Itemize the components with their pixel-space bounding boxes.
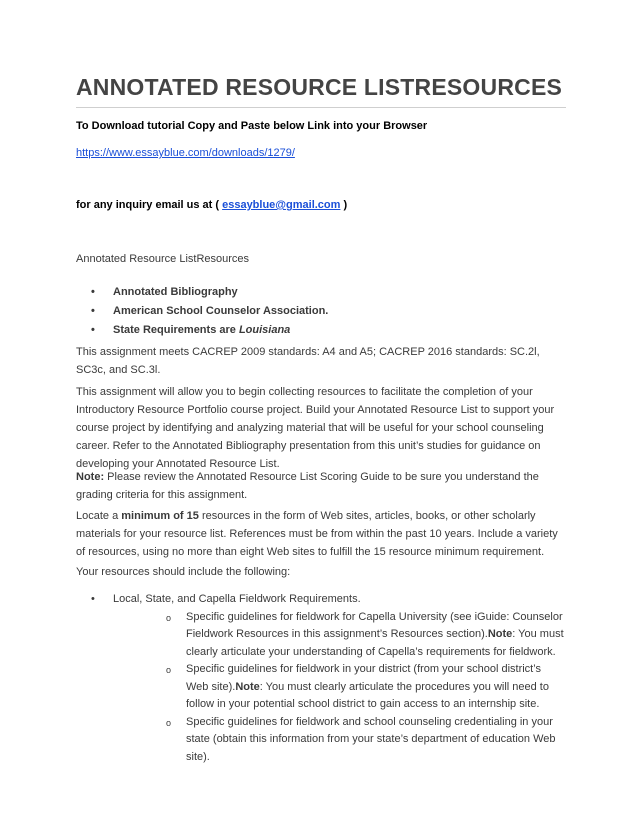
requirements-list: [76, 591, 566, 766]
inquiry-email-link[interactable]: essayblue@gmail.com: [222, 199, 341, 211]
locate-bold: minimum of 15: [121, 510, 199, 522]
resources-list: [76, 283, 328, 340]
list-item: [76, 591, 566, 766]
list-item: [76, 283, 328, 302]
note-label: Note:: [76, 471, 105, 483]
title-divider: [76, 107, 566, 108]
download-instruction: To Download tutorial Copy and Paste below Link into your Browser: [76, 120, 428, 132]
list-item: [149, 609, 566, 662]
inquiry-prefix: for any inquiry email us at (: [76, 199, 223, 211]
sub1-note-label: Note: [487, 628, 513, 640]
resource-state-prefix: State Requirements are: [113, 324, 239, 336]
sub2-note-text: : You must clearly articulate the procedures you will need to follow in your potential school district to gain access to an internship site.: [186, 680, 549, 710]
list-item: [76, 302, 328, 321]
sub2-note-label: Note: [235, 680, 260, 693]
sub3-text: Specific guidelines for fieldwork and school counseling credentialing in your state (obtain this information from your state’s department of education Web site).: [186, 715, 556, 763]
resource-annotated-bibliography: Annotated Bibliography: [113, 286, 238, 298]
list-item: [149, 714, 566, 767]
resource-asca: American School Counselor Association.: [113, 305, 329, 317]
locate-paragraph: [76, 507, 566, 561]
inquiry-suffix: ): [340, 199, 348, 211]
intro-paragraph: This assignment will allow you to begin collecting resources to facilitate the completion of your Introductory Resource Portfolio course project. Build your Annotated Resource List to support your course project by identifying and analyzing material that will be useful for your school counseling career. Refer to the Annotated Bibliography presentation from this unit’s studies for guidance on developing your Annotated Resource List.: [76, 386, 555, 470]
note-paragraph: [76, 468, 566, 504]
list-item: [149, 661, 566, 714]
requirements-main-item: Local, State, and Capella Fieldwork Requirements.: [113, 593, 361, 605]
locate-post: resources in the form of Web sites, articles, books, or other scholarly materials for your resource list. References must be from within the past 10 years. Include a variety of resources, using no more than eight Web sites to fulfill the 15 resource minimum requirement.: [76, 510, 558, 558]
standards-paragraph: This assignment meets CACREP 2009 standards: A4 and A5; CACREP 2016 standards: SC.2l, SC3c, and SC.3l.: [76, 346, 540, 376]
sub1-text: Specific guidelines for fieldwork for Capella University (see iGuide: Counselor Fieldwork Resources in this assignment’s Resources section).: [186, 610, 563, 640]
sub2-text: Specific guidelines for fieldwork in your district (from your school district’s Web site).: [186, 663, 541, 693]
requirements-sublist: [113, 609, 566, 767]
note-text: Please review the Annotated Resource List Scoring Guide to be sure you understand the grading criteria for this assignment.: [76, 471, 539, 501]
include-heading: Your resources should include the following:: [76, 566, 291, 578]
resource-state-name: Louisiana: [238, 324, 291, 336]
download-link[interactable]: https://www.essayblue.com/downloads/1279/: [76, 147, 295, 159]
locate-pre: Locate a: [76, 510, 122, 522]
document-subtitle: Annotated Resource ListResources: [76, 253, 250, 265]
document-title: ANNOTATED RESOURCE LISTRESOURCES: [76, 74, 563, 100]
inquiry-line: [76, 199, 347, 211]
list-item: [76, 321, 328, 340]
sub1-note-text: : You must clearly articulate your understanding of Capella’s requirements for fieldwork.: [186, 628, 564, 658]
